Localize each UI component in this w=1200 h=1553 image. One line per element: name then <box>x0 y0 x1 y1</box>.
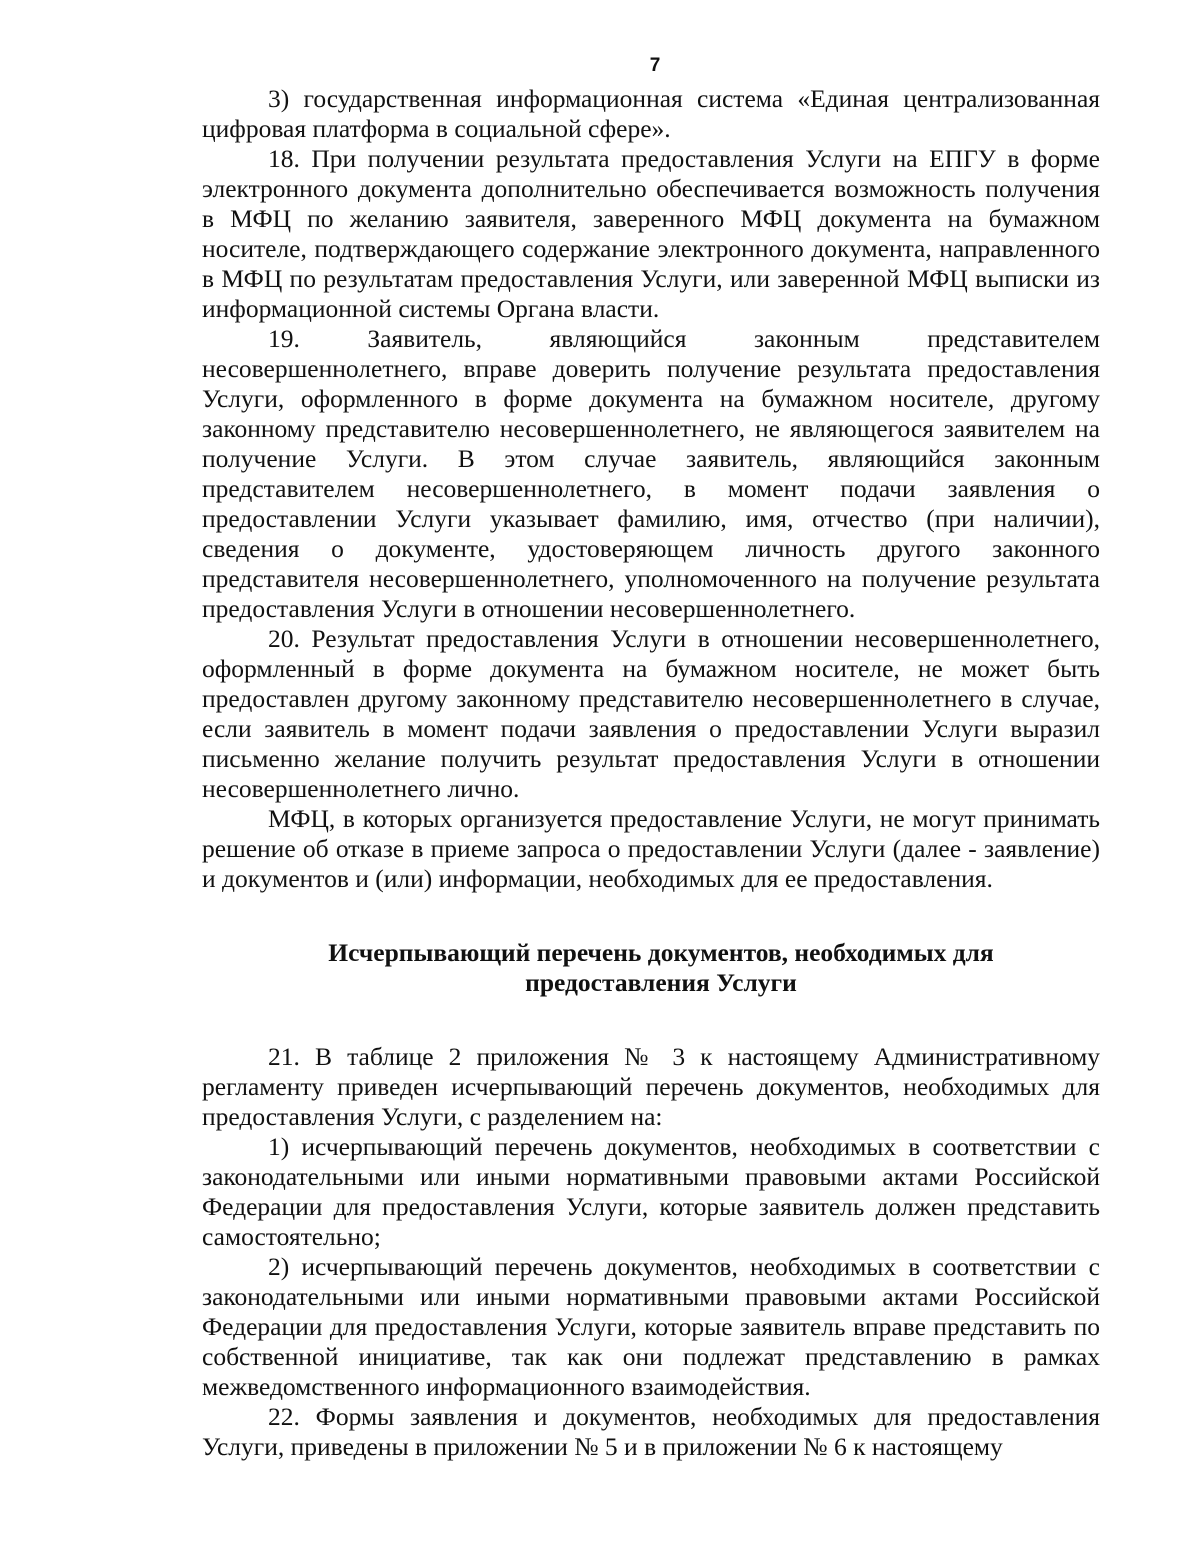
paragraph-20: 20. Результат предоставления Услуги в отношении несовершеннолетнего, оформленный в форме документа на бумажном носителе, не может быть предоставлен другому законному представителю несовершеннолетнего в случае, если заявитель в момент подачи заявления о предоставлении Услуги выразил письменно желание получить результат предоставления Услуги в отношении несовершеннолетнего лично. <box>202 624 1100 803</box>
page-number: 7 <box>649 55 661 76</box>
section-heading: Исчерпывающий перечень документов, необходимых для предоставления Услуги <box>328 938 994 997</box>
document-body <box>202 84 1100 1462</box>
paragraph-21-item-1: 1) исчерпывающий перечень документов, необходимых в соответствии с законодательными или иными нормативными правовыми актами Российской Федерации для предоставления Услуги, которые заявитель должен представить самостоятельно; <box>202 1132 1100 1251</box>
paragraph-21-item-2: 2) исчерпывающий перечень документов, необходимых в соответствии с законодательными или иными нормативными правовыми актами Российской Федерации для предоставления Услуги, которые заявитель вправе представить по собственной инициативе, так как они подлежат представлению в рамках межведомственного информационного взаимодействия. <box>202 1252 1100 1401</box>
paragraph-21: 21. В таблице 2 приложения № 3 к настоящему Административному регламенту приведен исчерпывающий перечень документов, необходимых для предоставления Услуги, с разделением на: <box>202 1042 1100 1131</box>
paragraph-19: 19. Заявитель, являющийся законным представителем несовершеннолетнего, вправе доверить получение результата предоставления Услуги, оформленного в форме документа на бумажном носителе, другому законному представителю несовершеннолетнего, не являющегося заявителем на получение Услуги. В этом случае заявитель, являющийся законным представителем несовершеннолетнего, в момент подачи заявления о предоставлении Услуги указывает фамилию, имя, отчество (при наличии), сведения о документе, удостоверяющем личность другого законного представителя несовершеннолетнего, уполномоченного на получение результата предоставления Услуги в отношении несовершеннолетнего. <box>202 324 1100 623</box>
paragraph-22: 22. Формы заявления и документов, необходимых для предоставления Услуги, приведены в приложении № 5 и в приложении № 6 к настоящему <box>202 1402 1100 1461</box>
paragraph-mfc: МФЦ, в которых организуется предоставление Услуги, не могут принимать решение об отказе в приеме запроса о предоставлении Услуги (далее - заявление) и документов и (или) информации, необходимых для ее предоставления. <box>202 804 1100 893</box>
paragraph-item-3: 3) государственная информационная система «Единая централизованная цифровая платформа в социальной сфере». <box>202 84 1100 143</box>
paragraph-18: 18. При получении результата предоставления Услуги на ЕПГУ в форме электронного документа дополнительно обеспечивается возможность получения в МФЦ по желанию заявителя, заверенного МФЦ документа на бумажном носителе, подтверждающего содержание электронного документа, направленного в МФЦ по результатам предоставления Услуги, или заверенной МФЦ выписки из информационной системы Органа власти. <box>202 144 1100 323</box>
